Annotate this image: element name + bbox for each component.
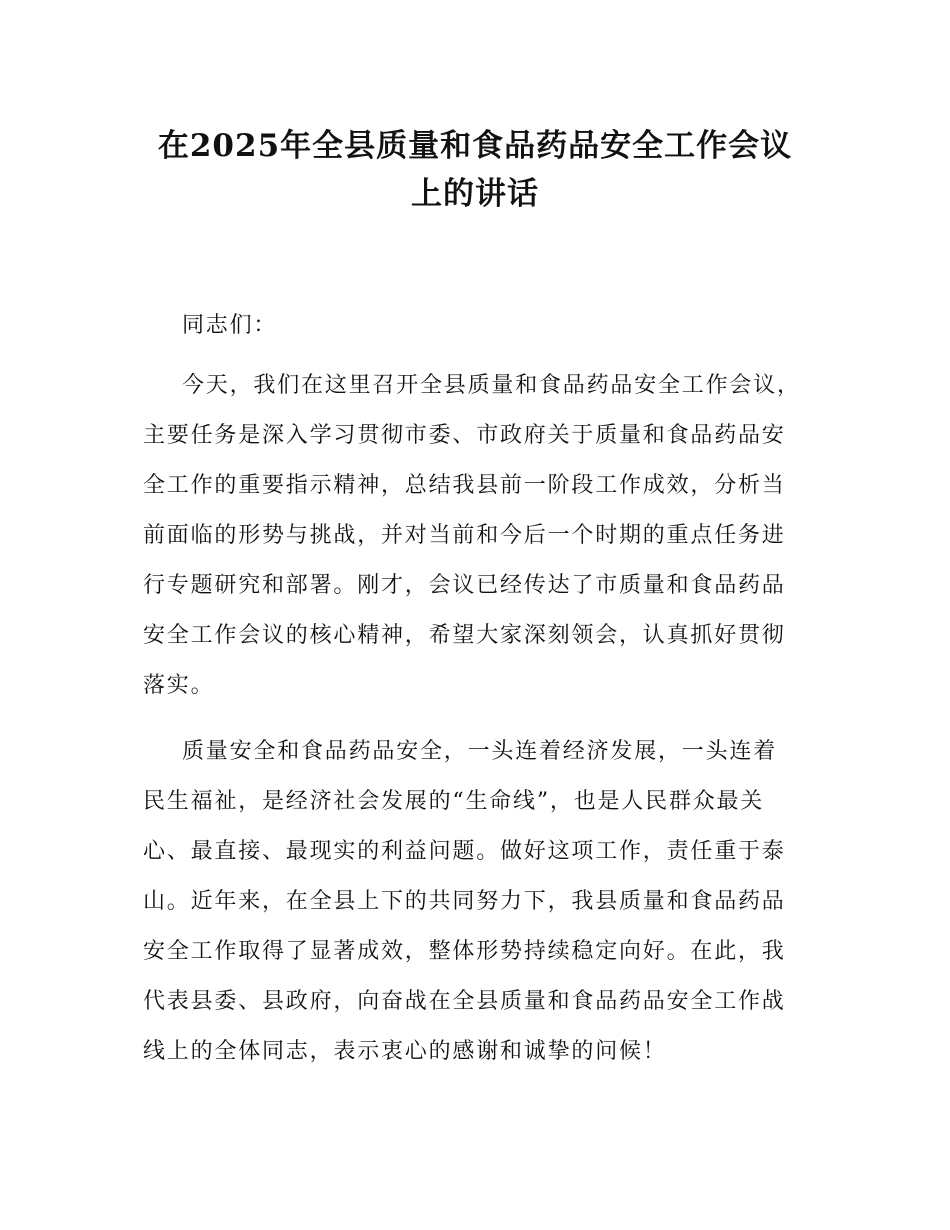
paragraph-2-line: 安全工作取得了显著成效，整体形势持续稳定向好。在此，我 [143,939,786,964]
paragraph-2-line: 线上的全体同志，表示衷心的感谢和诚挚的问候！ [143,1039,667,1064]
paragraph-2-line: 山。近年来，在全县上下的共同努力下，我县质量和食品药品 [143,889,786,914]
paragraph-2-line: 质量安全和食品药品安全，一头连着经济发展，一头连着 [182,739,778,764]
paragraph-1-line: 前面临的形势与挑战，并对当前和今后一个时期的重点任务进 [143,523,786,548]
document-title-line-2: 上的讲话 [411,176,539,212]
paragraph-1-line: 全工作的重要指示精神，总结我县前一阶段工作成效，分析当 [143,473,786,498]
paragraph-2-line: 代表县委、县政府，向奋战在全县质量和食品药品安全工作战 [143,989,786,1014]
salutation: 同志们： [182,313,278,338]
paragraph-1-line: 安全工作会议的核心精神，希望大家深刻领会，认真抓好贯彻 [143,623,786,648]
paragraph-1-line: 今天，我们在这里召开全县质量和食品药品安全工作会议， [182,373,801,398]
paragraph-1-line: 行专题研究和部署。刚才，会议已经传达了市质量和食品药品 [143,573,786,598]
paragraph-2-line: 心、最直接、最现实的利益问题。做好这项工作，责任重于泰 [143,839,786,864]
paragraph-1-line: 落实。 [143,673,215,698]
paragraph-2-line: 民生福祉，是经济社会发展的“生命线”，也是人民群众最关 [143,789,765,814]
document-title-line-1: 在2025年全县质量和食品药品安全工作会议 [157,128,793,164]
paragraph-1-line: 主要任务是深入学习贯彻市委、市政府关于质量和食品药品安 [143,423,786,448]
